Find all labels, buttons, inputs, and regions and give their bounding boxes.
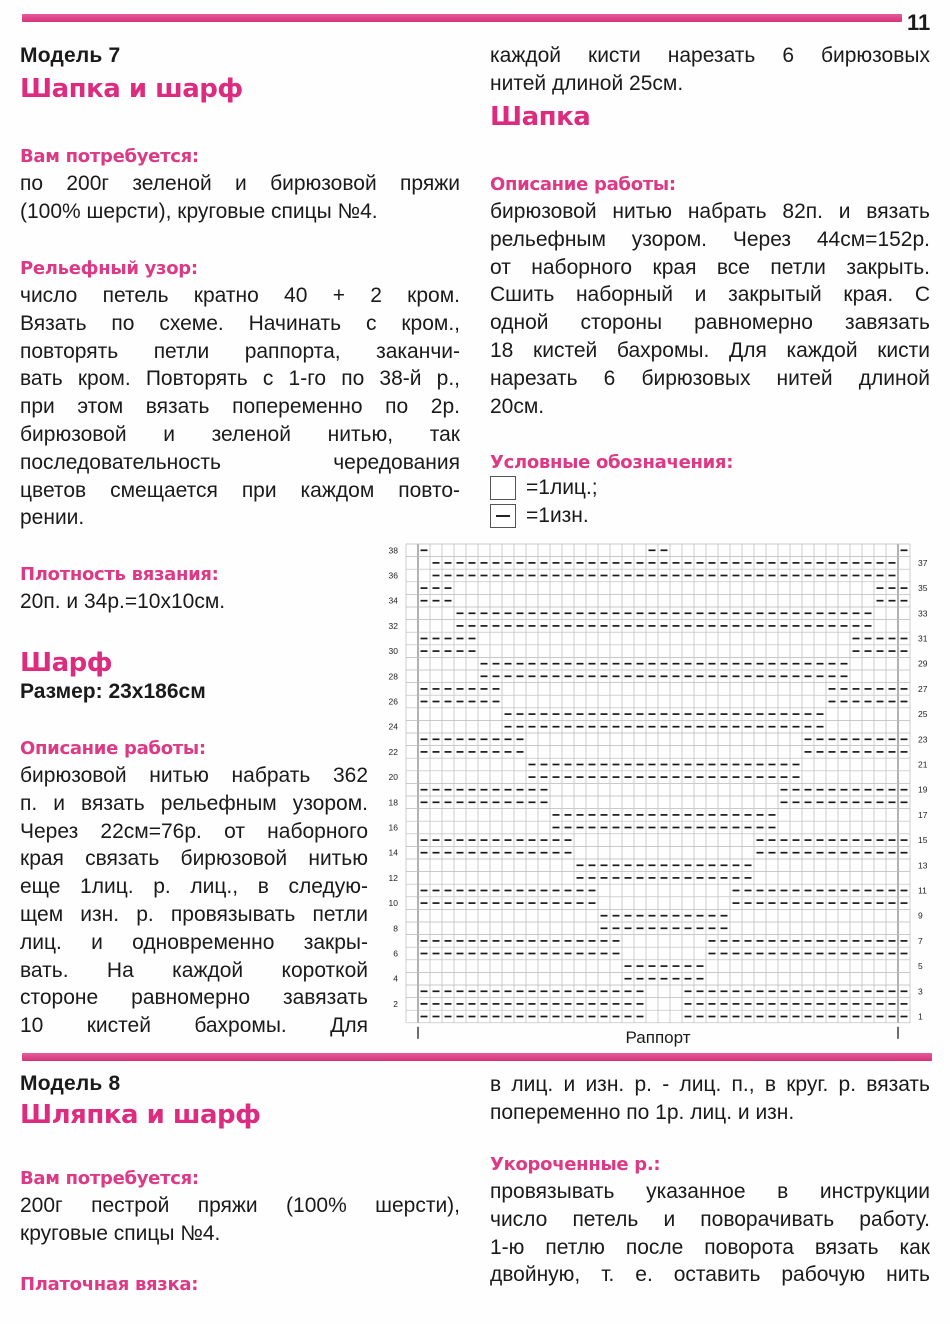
model8-needs-line: 200г пестрой пряжи (100% шерсти),: [20, 1194, 460, 1217]
knit-symbol-icon: [490, 476, 516, 500]
row-label-left: 18: [388, 797, 398, 808]
density-text: 20п. и 34р.=10х10см.: [20, 590, 226, 613]
row-label-left: 4: [393, 973, 398, 984]
short-rows-text: [490, 1178, 930, 1289]
row-label-right: 5: [918, 961, 923, 972]
hat-line: от наборного края все петли закрыть.: [490, 255, 930, 279]
row-label-right: 21: [918, 759, 928, 770]
scarf-line: 10 кистей бахромы. Для: [20, 1014, 368, 1038]
pattern-line: повторять петли раппорта, заканчи-: [20, 339, 460, 363]
row-label-left: 26: [388, 696, 398, 707]
row-label-left: 24: [388, 721, 398, 732]
row-label-left: 34: [388, 595, 398, 606]
short-line: двойную, т. е. оставить рабочую нить: [490, 1263, 930, 1287]
hat-line: бирюзовой нитью набрать 82п. и вязать: [490, 200, 930, 223]
row-label-left: 36: [388, 570, 398, 581]
row-label-right: 7: [918, 935, 923, 946]
model7-needs-heading: Вам потребуется:: [20, 146, 199, 167]
scarf-line: вать. На каждой короткой: [20, 958, 368, 982]
top-divider: [22, 14, 902, 22]
legend: [490, 474, 598, 530]
short-rows-heading: Укороченные р.:: [490, 1154, 661, 1175]
short-line: число петель и поворачивать работу.: [490, 1207, 930, 1231]
scarf-desc-text: [20, 762, 368, 1040]
row-label-left: 22: [388, 746, 398, 757]
row-label-right: 25: [918, 709, 928, 720]
stitch-heading: Платочная вязка:: [20, 1274, 199, 1295]
cont-line: нитей длиной 25см.: [490, 71, 684, 95]
row-label-right: 23: [918, 734, 928, 745]
row-label-left: 12: [388, 872, 398, 883]
pattern-line: последовательность чередования: [20, 450, 460, 474]
pattern-line: рении.: [20, 506, 85, 530]
row-label-right: 33: [918, 608, 928, 619]
model8-needs-line: круговые спицы №4.: [20, 1221, 221, 1245]
scarf-desc-heading: Описание работы:: [20, 738, 206, 759]
scarf-title: Шарф: [20, 648, 113, 678]
pattern-line: при этом вязать попеременно по 2р.: [20, 395, 460, 419]
pattern-heading: Рельефный узор:: [20, 258, 198, 279]
row-label-right: 9: [918, 910, 923, 921]
row-label-left: 14: [388, 847, 398, 858]
row-label-right: 27: [918, 683, 928, 694]
row-label-left: 30: [388, 646, 398, 657]
scarf-line: Через 22см=76р. от наборного: [20, 819, 368, 843]
row-label-left: 6: [393, 948, 398, 959]
row-label-left: 2: [393, 998, 398, 1009]
repeat-label: Раппорт: [625, 1027, 691, 1047]
legend-heading: Условные обозначения:: [490, 452, 734, 473]
row-label-right: 3: [918, 986, 923, 997]
legend-knit-label: =1лиц.;: [526, 476, 598, 499]
row-label-right: 17: [918, 809, 928, 820]
hat-line: одной стороны равномерно завязать: [490, 311, 930, 335]
scarf-line: еще 1лиц. р. лиц., в следую-: [20, 875, 368, 899]
row-label-right: 19: [918, 784, 928, 795]
row-label-right: 11: [918, 885, 927, 896]
scarf-line: края связать бирюзовой нитью: [20, 847, 368, 871]
row-label-left: 28: [388, 671, 398, 682]
row-label-left: 32: [388, 620, 398, 631]
row-label-right: 1: [918, 1011, 923, 1022]
short-line: 1-ю петлю после поворота вязать как: [490, 1235, 930, 1259]
pattern-line: вать кром. Повторять с 1-го по 38-й р.,: [20, 367, 460, 391]
hat-desc-text: [490, 198, 930, 420]
needs-line: по 200г зеленой и бирюзовой пряжи: [20, 172, 460, 195]
purl-symbol-icon: [490, 504, 516, 528]
model8-needs-text: [20, 1192, 460, 1248]
scarf-line: щем изн. р. провязывать петли: [20, 902, 368, 926]
pattern-text: [20, 282, 460, 532]
cont-line: каждой кисти нарезать 6 бирюзовых: [490, 44, 930, 67]
model7-label: Модель 7: [20, 44, 121, 67]
row-label-right: 29: [918, 658, 928, 669]
hat-line: 18 кистей бахромы. Для каждой кисти: [490, 338, 930, 362]
row-label-left: 10: [388, 898, 398, 909]
model8-right-text: [490, 1071, 930, 1127]
pattern-line: цветов смещается при каждом повто-: [20, 478, 460, 502]
row-label-left: 8: [393, 923, 398, 934]
hat-line: Сшить наборный и закрытый края. С: [490, 283, 930, 307]
model8-needs-heading: Вам потребуется:: [20, 1168, 199, 1189]
hat-line: нарезать 6 бирюзовых нитей длиной: [490, 366, 930, 390]
model8-title: Шляпка и шарф: [20, 1100, 261, 1130]
hat-line: рельефным узором. Через 44см=152р.: [490, 227, 930, 251]
scarf-line: лиц. и одновременно закры-: [20, 930, 368, 954]
row-label-right: 35: [918, 583, 928, 594]
legend-knit-row: [490, 474, 598, 502]
scarf-line: бирюзовой нитью набрать 362: [20, 764, 368, 787]
row-label-left: 38: [388, 545, 398, 556]
row-label-right: 31: [918, 633, 928, 644]
model7-needs-text: [20, 170, 460, 226]
model8-right-line: в лиц. и изн. р. - лиц. п., в круг. р. вязать: [490, 1073, 930, 1096]
pattern-line: число петель кратно 40 + 2 кром.: [20, 284, 460, 307]
pattern-line: бирюзовой и зеленой нитью, так: [20, 422, 460, 446]
row-label-left: 16: [388, 822, 398, 833]
hat-title: Шапка: [490, 102, 591, 132]
short-line: провязывать указанное в инструкции: [490, 1180, 930, 1203]
scarf-line: стороне равномерно завязать: [20, 986, 368, 1010]
model8-right-line: попеременно по 1р. лиц. и изн.: [490, 1100, 795, 1124]
model7-title: Шапка и шарф: [20, 74, 243, 104]
model8-label: Модель 8: [20, 1072, 121, 1095]
row-label-right: 13: [918, 860, 928, 871]
scarf-size: Размер: 23х186см: [20, 680, 206, 703]
knitting-chart: [378, 538, 942, 1050]
density-heading: Плотность вязания:: [20, 564, 219, 585]
legend-purl-label: =1изн.: [526, 504, 589, 527]
row-label-right: 15: [918, 835, 928, 846]
hat-line: 20см.: [490, 394, 545, 418]
row-label-left: 20: [388, 772, 398, 783]
legend-purl-row: [490, 502, 598, 530]
scarf-continued-text: [490, 42, 930, 98]
row-label-right: 37: [918, 557, 928, 568]
needs-line: (100% шерсти), круговые спицы №4.: [20, 199, 378, 223]
middle-divider: [22, 1053, 932, 1061]
hat-desc-heading: Описание работы:: [490, 174, 676, 195]
pattern-line: Вязать по схеме. Начинать с кром.,: [20, 311, 460, 335]
page-number: 11: [907, 10, 931, 35]
scarf-line: п. и вязать рельефным узором.: [20, 791, 368, 815]
